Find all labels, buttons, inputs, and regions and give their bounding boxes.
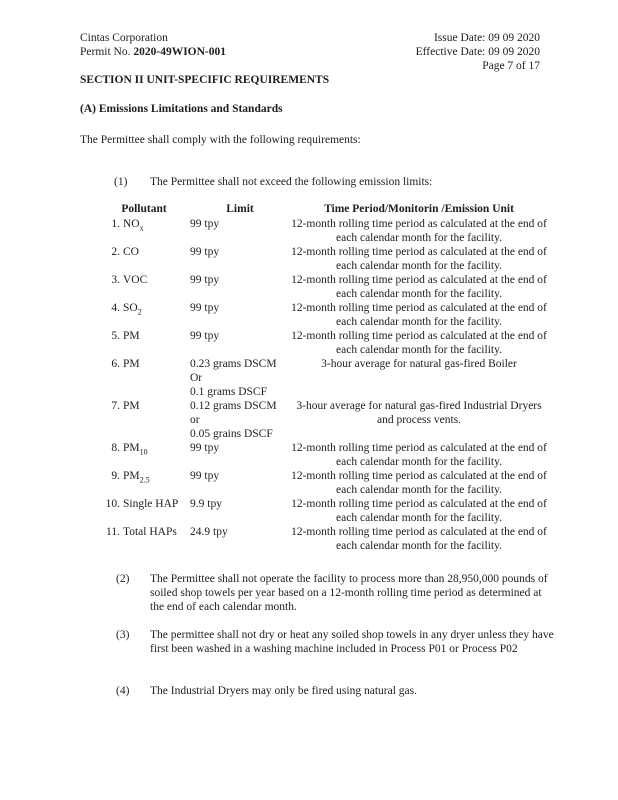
limit-cell: 99 tpy bbox=[190, 330, 220, 342]
pollutant-name: CO bbox=[123, 246, 139, 258]
section-title: SECTION II UNIT-SPECIFIC REQUIREMENTS bbox=[80, 74, 330, 86]
limit-cell: 24.9 tpy bbox=[190, 526, 228, 538]
row-index: 4. bbox=[111, 302, 120, 314]
company-name: Cintas Corporation bbox=[80, 32, 168, 44]
pollutant-cell bbox=[98, 245, 190, 273]
emission-limits-table bbox=[98, 202, 548, 553]
time-period-cell: 12-month rolling time period as calculated at the end of each calendar month for the facility. bbox=[291, 330, 547, 356]
requirement-1-number: (1) bbox=[114, 176, 128, 188]
requirement-4 bbox=[116, 684, 556, 698]
limit-cell: 99 tpy bbox=[190, 246, 220, 258]
table-row bbox=[98, 399, 548, 441]
time-period-cell: 12-month rolling time period as calculated at the end of each calendar month for the facility. bbox=[291, 498, 547, 524]
pollutant-cell bbox=[98, 357, 190, 399]
table-row bbox=[98, 273, 548, 301]
page-number: Page 7 of 17 bbox=[482, 60, 540, 72]
permit-prefix: Permit No. bbox=[80, 46, 134, 58]
row-index: 1. bbox=[111, 218, 120, 230]
limit-cell: 99 tpy bbox=[190, 302, 220, 314]
pollutant-cell bbox=[98, 525, 190, 553]
row-index: 7. bbox=[111, 400, 120, 412]
table-body bbox=[98, 217, 548, 553]
table-row bbox=[98, 469, 548, 497]
permit-number-value: 2020-49WION-001 bbox=[133, 46, 226, 58]
time-period-cell: 12-month rolling time period as calculated at the end of each calendar month for the facility. bbox=[291, 442, 547, 468]
row-index: 6. bbox=[111, 358, 120, 370]
pollutant-name: NO bbox=[123, 218, 140, 230]
pollutant-cell bbox=[98, 329, 190, 357]
table-row bbox=[98, 217, 548, 245]
header-pollutant: Pollutant bbox=[121, 203, 167, 215]
requirement-1 bbox=[114, 175, 432, 189]
time-period-cell: 3-hour average for natural gas-fired Boiler bbox=[321, 358, 517, 370]
time-period-cell: 12-month rolling time period as calculated at the end of each calendar month for the facility. bbox=[291, 470, 547, 496]
header-limit: Limit bbox=[226, 203, 254, 215]
pollutant-cell bbox=[98, 497, 190, 525]
requirement-4-number: (4) bbox=[116, 685, 130, 697]
limit-cell: 99 tpy bbox=[190, 442, 220, 454]
pollutant-subscript: x bbox=[139, 223, 144, 233]
pollutant-cell bbox=[98, 301, 190, 329]
issue-date: Issue Date: 09 09 2020 bbox=[433, 32, 540, 44]
pollutant-name: VOC bbox=[123, 274, 148, 286]
pollutant-subscript: 2.5 bbox=[139, 475, 150, 485]
pollutant-subscript: 10 bbox=[139, 447, 148, 457]
limit-cell: 99 tpy bbox=[190, 470, 220, 482]
limit-cell: 9.9 tpy bbox=[190, 498, 222, 510]
table-row bbox=[98, 301, 548, 329]
requirement-3-text: The permittee shall not dry or heat any soiled shop towels in any dryer unless they have first been washed in a washing machine included in Process P01 or Process P02 bbox=[150, 629, 554, 655]
pollutant-name: PM bbox=[123, 442, 140, 454]
limit-cell: 0.12 grams DSCM or 0.05 grains DSCF bbox=[190, 400, 277, 440]
time-period-cell: 3-hour average for natural gas-fired Industrial Dryers and process vents. bbox=[296, 400, 542, 426]
pollutant-name: Total HAPs bbox=[123, 526, 177, 538]
requirement-3 bbox=[116, 628, 556, 656]
table-header-row bbox=[98, 202, 548, 217]
pollutant-name: SO bbox=[123, 302, 138, 314]
pollutant-cell bbox=[98, 399, 190, 441]
pollutant-subscript: 2 bbox=[137, 307, 142, 317]
time-period-cell: 12-month rolling time period as calculated at the end of each calendar month for the facility. bbox=[291, 302, 547, 328]
row-index: 8. bbox=[111, 442, 120, 454]
row-index: 2. bbox=[111, 246, 120, 258]
table-row bbox=[98, 525, 548, 553]
pollutant-name: PM bbox=[123, 470, 140, 482]
pollutant-name: Single HAP bbox=[123, 498, 179, 510]
pollutant-cell bbox=[98, 441, 190, 469]
header-time-period: Time Period/Monitorin /Emission Unit bbox=[324, 203, 514, 215]
header-left bbox=[80, 31, 226, 59]
time-period-cell: 12-month rolling time period as calculated at the end of each calendar month for the facility. bbox=[291, 274, 547, 300]
permit-number bbox=[80, 45, 226, 59]
requirement-4-text: The Industrial Dryers may only be fired using natural gas. bbox=[150, 685, 417, 697]
effective-date: Effective Date: 09 09 2020 bbox=[415, 46, 540, 58]
row-index: 3. bbox=[111, 274, 120, 286]
table-row bbox=[98, 441, 548, 469]
table-row bbox=[98, 497, 548, 525]
pollutant-cell bbox=[98, 469, 190, 497]
row-index: 11. bbox=[106, 526, 120, 538]
time-period-cell: 12-month rolling time period as calculated at the end of each calendar month for the facility. bbox=[291, 246, 547, 272]
row-index: 10. bbox=[105, 498, 120, 510]
pollutant-cell bbox=[98, 273, 190, 301]
limit-cell: 99 tpy bbox=[190, 218, 220, 230]
table-row bbox=[98, 357, 548, 399]
row-index: 5. bbox=[111, 330, 120, 342]
table-row bbox=[98, 245, 548, 273]
pollutant-name: PM bbox=[123, 330, 140, 342]
requirement-2-text: The Permittee shall not operate the facility to process more than 28,950,000 pounds of soiled shop towels per year based on a 12-month rolling time period as determined at the end of each calendar month. bbox=[150, 573, 548, 613]
limit-cell: 99 tpy bbox=[190, 274, 220, 286]
pollutant-name: PM bbox=[123, 358, 140, 370]
requirement-1-text: The Permittee shall not exceed the following emission limits: bbox=[150, 176, 433, 188]
requirement-3-number: (3) bbox=[116, 629, 130, 641]
time-period-cell: 12-month rolling time period as calculated at the end of each calendar month for the facility. bbox=[291, 218, 547, 244]
time-period-cell: 12-month rolling time period as calculated at the end of each calendar month for the facility. bbox=[291, 526, 547, 552]
row-index: 9. bbox=[111, 470, 120, 482]
limit-cell: 0.23 grams DSCM Or 0.1 grams DSCF bbox=[190, 358, 277, 398]
subsection-title: (A) Emissions Limitations and Standards bbox=[80, 103, 283, 115]
pollutant-cell bbox=[98, 217, 190, 245]
pollutant-name: PM bbox=[123, 400, 140, 412]
header-right bbox=[416, 31, 540, 73]
requirement-2-number: (2) bbox=[116, 573, 130, 585]
intro-text: The Permittee shall comply with the following requirements: bbox=[80, 134, 361, 146]
table-row bbox=[98, 329, 548, 357]
requirement-2 bbox=[116, 572, 556, 614]
